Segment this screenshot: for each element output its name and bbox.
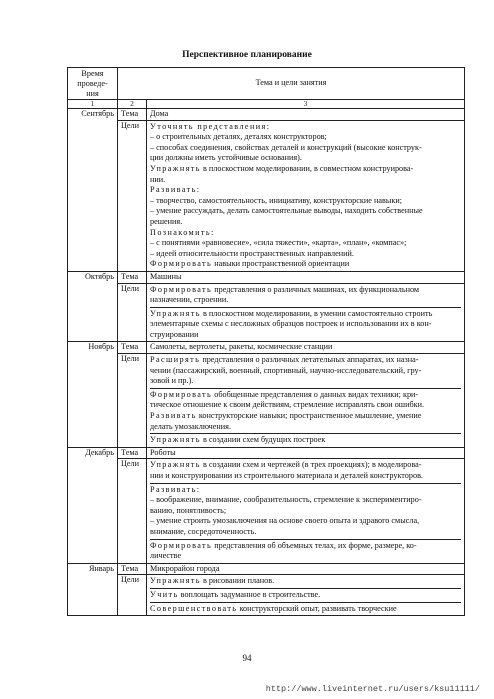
header-time-line: Время	[81, 69, 104, 78]
goal-keyword: Упражнять	[150, 163, 201, 173]
goal-line	[150, 259, 461, 270]
goal-paragraph	[150, 307, 461, 342]
goals-row	[68, 575, 465, 616]
goal-line	[150, 319, 461, 330]
goal-paragraph	[150, 483, 461, 539]
theme-row	[68, 271, 465, 283]
goal-line	[150, 516, 461, 527]
header-row	[68, 68, 465, 100]
goal-line	[150, 376, 461, 387]
goal-line	[150, 435, 461, 446]
goal-text: решения.	[150, 216, 183, 226]
column-number: 3	[147, 100, 465, 109]
goal-line	[150, 411, 461, 422]
goal-text: – творчество, самостоятельность, инициативу, конструкторские навыки;	[150, 195, 402, 205]
goals-row	[68, 354, 465, 448]
column-number: 1	[68, 100, 118, 109]
goal-text: обобщенные представления о данных видах техники; кри-	[212, 389, 419, 399]
goal-keyword: Упражнять	[150, 576, 201, 586]
goal-line	[150, 541, 461, 552]
goal-text: навыки пространственной ориентации	[212, 259, 350, 269]
goal-line	[150, 604, 461, 615]
header-time	[68, 68, 118, 100]
theme-value: Микрорайон города	[147, 563, 465, 575]
goal-line	[150, 330, 461, 341]
goal-line	[150, 309, 461, 320]
goal-text: – умение рассуждать, делать самостоятельные выводы, находить собственные	[150, 206, 423, 216]
theme-row	[68, 109, 465, 121]
theme-label: Тема	[118, 271, 147, 283]
goal-line	[150, 390, 461, 401]
month-cell: Январь	[68, 563, 118, 615]
planning-table	[67, 67, 465, 616]
goal-line	[150, 485, 461, 496]
goal-text: в плоскостном моделировании, в умении самостоятельно строить	[200, 308, 433, 318]
goal-paragraph	[150, 602, 461, 616]
goal-keyword: Упражнять	[150, 460, 201, 470]
theme-row	[68, 342, 465, 354]
goals-row	[68, 120, 465, 271]
watermark-url: http://www.liveinternet.ru/users/ksu11111/	[265, 684, 480, 694]
month-cell: Октябрь	[68, 271, 118, 342]
goal-keyword: Развивать:	[150, 484, 201, 494]
goal-line	[150, 249, 461, 260]
theme-label: Тема	[118, 109, 147, 121]
goals-content	[147, 459, 465, 563]
goal-line	[150, 576, 461, 587]
theme-value: Дома	[147, 109, 465, 121]
goal-line	[150, 164, 461, 175]
goal-line	[150, 228, 461, 239]
goals-row	[68, 283, 465, 342]
goal-text: конструкторский опыт, развивать творческие	[237, 603, 397, 613]
goal-keyword: Уточнять представления:	[150, 121, 271, 131]
theme-label: Тема	[118, 342, 147, 354]
goal-text: – идеей относительности пространственных направлений.	[150, 248, 354, 258]
goal-line	[150, 295, 461, 306]
goal-line	[150, 196, 461, 207]
goal-text: чении (пассажирский, военный, спортивный, научно-исследовательский, гру-	[150, 365, 422, 375]
goal-text: ции должны иметь устойчивые основания).	[150, 153, 302, 163]
goal-keyword: Упражнять	[150, 435, 201, 445]
goal-line	[150, 285, 461, 296]
goal-line	[150, 122, 461, 133]
goal-text: внимание, сосредоточенность.	[150, 526, 257, 536]
goal-text: нии.	[150, 174, 166, 184]
theme-label: Тема	[118, 447, 147, 459]
goal-line	[150, 175, 461, 186]
goal-text: нии и конструировании из строительного материала и деталей конструкторов.	[150, 471, 423, 480]
goal-line	[150, 153, 461, 164]
goal-text: делать умозаключения.	[150, 421, 231, 431]
goal-line	[150, 527, 461, 538]
goal-text: представления о различных летательных аппаратах, их назна-	[200, 355, 419, 365]
goal-line	[150, 422, 461, 433]
column-number: 2	[118, 100, 147, 109]
goal-line	[150, 460, 461, 471]
goal-line	[150, 206, 461, 217]
goal-text: личестве	[150, 551, 182, 561]
goals-content	[147, 354, 465, 448]
goal-keyword: Совершенствовать	[150, 603, 238, 613]
goal-keyword: Развивать	[150, 411, 197, 421]
goal-keyword: Формировать	[150, 389, 213, 399]
goals-label: Цели	[118, 459, 147, 563]
goal-paragraph	[150, 588, 461, 602]
goals-content	[147, 120, 465, 271]
goal-line	[150, 143, 461, 154]
goal-keyword: Формировать	[150, 540, 213, 550]
month-cell: Ноябрь	[68, 342, 118, 447]
goal-paragraph	[150, 575, 461, 588]
goal-text: тическое отношение к своим действиям, стремление исправлять свои ошибки.	[150, 400, 425, 410]
goal-text: – умение строить умозаключения на основе своего опыта и здравого смысла,	[150, 516, 420, 526]
goal-paragraph	[150, 121, 461, 271]
month-cell: Декабрь	[68, 447, 118, 563]
goal-text: представления об объемных телах, их форме, размере, ко-	[212, 540, 417, 550]
goal-text: – с понятиями «равновесие», «сила тяжести», «карта», «план», «компас»;	[150, 238, 407, 248]
header-topic: Тема и цели занятия	[118, 68, 465, 100]
column-number-row	[68, 100, 465, 109]
goal-keyword: Расширять	[150, 355, 201, 365]
goal-keyword: Формировать	[150, 259, 213, 269]
goal-keyword: Упражнять	[150, 308, 201, 318]
goal-text: в рисовании планов.	[200, 576, 275, 586]
goal-line	[150, 400, 461, 411]
goals-row	[68, 459, 465, 563]
month-cell: Сентябрь	[68, 109, 118, 272]
goal-paragraph	[150, 539, 461, 563]
goal-text: в создании схем и чертежей (в трех проекциях); в моделирова-	[200, 460, 422, 470]
goal-text: – способах соединения, свойствах деталей и конструкций (высокие конструк-	[150, 142, 422, 152]
goal-text: конструкторские навыки; пространственное мышление, умение	[196, 411, 422, 421]
theme-value: Роботы	[147, 447, 465, 459]
theme-value: Самолеты, вертолеты, ракеты, космические станции	[147, 342, 465, 354]
goal-line	[150, 355, 461, 366]
goal-paragraph	[150, 354, 461, 388]
goal-line	[150, 238, 461, 249]
goal-text: в создании схем будущих построек	[200, 435, 326, 445]
goal-line	[150, 185, 461, 196]
goal-line	[150, 506, 461, 517]
goal-line	[150, 590, 461, 601]
goal-line	[150, 217, 461, 228]
goals-content	[147, 283, 465, 342]
goal-text: элементарные схемы с несложных образцов построек и использовании их в кон-	[150, 319, 432, 329]
theme-row	[68, 563, 465, 575]
goal-text: – о строительных деталях, деталях конструкторов;	[150, 132, 327, 142]
goal-text: струировании	[150, 329, 199, 339]
goals-label: Цели	[118, 354, 147, 448]
goals-label: Цели	[118, 120, 147, 271]
goal-keyword: Формировать	[150, 284, 213, 294]
goal-paragraph	[150, 433, 461, 447]
goal-line	[150, 132, 461, 143]
goal-paragraph	[150, 388, 461, 433]
header-time-line: проведе-	[77, 79, 108, 88]
goal-keyword: Познакомить:	[150, 227, 215, 237]
goal-text: назначении, строении.	[150, 295, 229, 305]
goal-line	[150, 551, 461, 562]
goal-line	[150, 495, 461, 506]
goal-line	[150, 366, 461, 377]
goal-keyword: Развивать:	[150, 185, 201, 195]
goal-text: ванию, понятливость;	[150, 505, 227, 515]
goal-keyword: Учить	[150, 589, 179, 599]
goals-label: Цели	[118, 283, 147, 342]
theme-label: Тема	[118, 563, 147, 575]
theme-row	[68, 447, 465, 459]
goal-paragraph	[150, 459, 461, 482]
goal-text: воплощать задуманное в строительстве.	[178, 589, 321, 599]
goal-line	[150, 471, 461, 482]
goals-content	[147, 575, 465, 616]
header-time-line: ния	[86, 89, 99, 98]
theme-value: Машины	[147, 271, 465, 283]
goal-text: в плоскостном моделировании, в совместном конструирова-	[200, 163, 414, 173]
goal-text: представления о различных машинах, их функциональном	[212, 284, 420, 294]
goals-label: Цели	[118, 575, 147, 616]
goal-text: – воображение, внимание, сообразительность, стремление к экспериментиро-	[150, 495, 422, 505]
goal-text: зовой и пр.).	[150, 376, 194, 386]
goal-paragraph	[150, 284, 461, 307]
page-title: Перспективное планирование	[182, 50, 312, 60]
page-number: 94	[242, 653, 252, 663]
